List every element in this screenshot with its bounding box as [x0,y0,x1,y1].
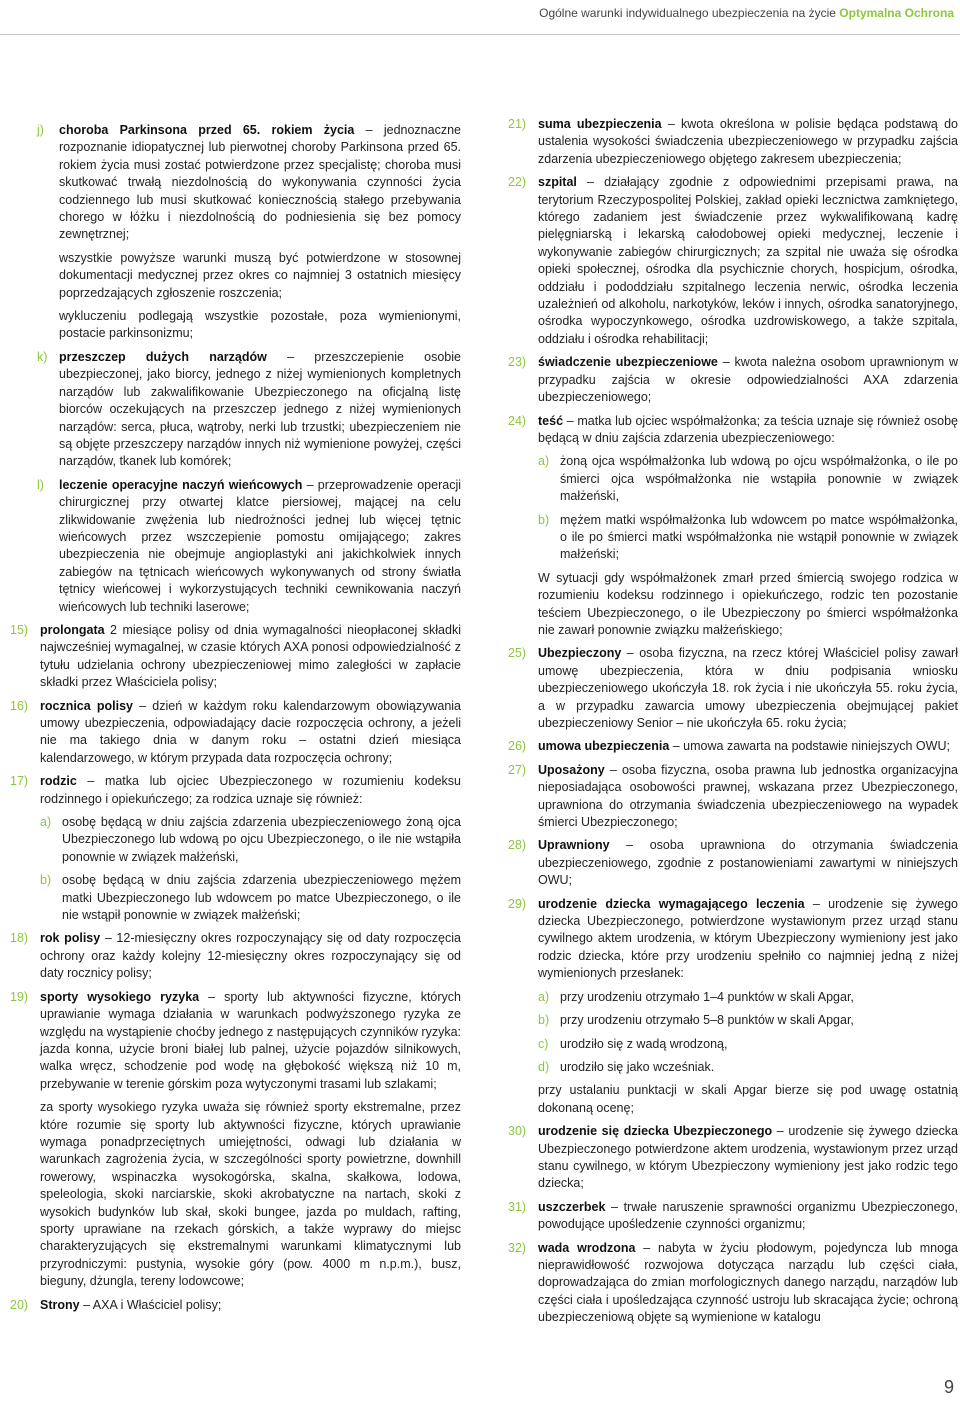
sub-item-b [40,872,461,924]
paragraph: wszystkie powyższe warunki muszą być potwierdzone w stosownej dokumentacji medycznej przez okres co najmniej 3 ostatnich miesięcy poprzedzających zgłoszenie roszczenia; [59,250,461,300]
term: rocznica polisy [40,698,133,713]
item-number: 29) [508,896,527,911]
definition-23 [508,354,958,406]
term: świadczenie ubezpieczeniowe [538,355,718,370]
term: rok polisy [40,931,101,946]
term: Strony [40,1297,80,1312]
term: Uprawniony [538,838,610,853]
item-number: 30) [508,1124,527,1139]
item-number: 32) [508,1240,527,1255]
definition-text: – jednoznaczne rozpoznanie idiopatycznej lub pierwotnej choroby Parkinsona przed 65. rokiem życia musi zostać potwierdzone przez specjalistę; choroba musi skutkować trwałą niezdolnością do wykonywania czynności życia codziennego lub musi skutkować koniecznością stałego przebywania chorego w łóżku i niezdolnością do podniesienia się bez pomocy zewnętrznej; [59,123,461,242]
definition-20 [10,1297,461,1314]
item-number: 20) [10,1297,29,1312]
sub-item-a [538,989,958,1006]
sub-item-c [538,1036,958,1053]
definition-text: – sporty lub aktywności fizyczne, których uprawianie wymaga działania w warunkach podwyższonego ryzyka ze względu na wystąpienie choćby jednego z następujących czynników ryzyka: jazda konna, użycie broni białej lub palnej, użycie pojazdów silnikowych, walka wręcz, schodzenie pod wodę na głębokość większą niż 10 m, przebywanie w terenie górskim poza wytyczonymi trasami lub szlakami; [40,989,461,1091]
definition-text: – umowa zawarta na podstawie niniejszych OWU; [669,739,950,754]
sub-item-a [538,453,958,505]
definition-text: – przeszczepienie osobie ubezpieczonej, jako biorcy, jednego z niżej wymienionych kompletnych narządów lub zakwalifikowanie Ubezpieczonego na oficjalną listę biorców oczekujących na przeszczep jednego z niżej wymienionych narządów: serca, płuca, wątroby, nerki lub trzustki; ubezpieczeniem nie są objęte przeszczepy narządów innych niż wymienione powyżej, części narządów, tkanek lub komórek; [59,349,461,469]
definition-text: – AXA i Właściciel polisy; [79,1297,222,1312]
paragraph: za sporty wysokiego ryzyka uważa się również sporty ekstremalne, przez które rozumie się sporty lub aktywności fizyczne, których uprawianie wymaga ponadprzeciętnych umiejętności, odwagi lub działania w warunkach zagrożenia życia, w szczególności sporty powietrzne, downhill rowerowy, wspinaczka wysokogórska, skalna, skałkowa, lodowa, speleologia, skoki narciarskie, skoki akrobatyczne na nartach, skoki z wysokich budynków lub skał, skoki bungee, jazda po muldach, rafting, sporty uprawiane na rzekach górskich, a także wyprawy do miejsc charakteryzujących się ekstremalnymi warunkami klimatycznymi lub przyrodniczymi: pustynia, wysokie góry (pow. 4000 m n.p.m.), busz, bieguny, dżungla, tereny lodowcowe; [40,1100,461,1289]
item-number: 28) [508,838,527,853]
term: prolongata [40,622,105,637]
item-number: 17) [10,774,29,789]
definition-32 [508,1240,958,1327]
definition-text: – przeprowadzenie operacji chirurgicznej przy otwartej klatce piersiowej, mającej na celu zlikwidowanie zwężenia lub niedrożności jednej lub więcej tętnic wieńcowych przez wszczepienie pomostu omijającego; zakres ubezpieczenia nie obejmuje angioplastyki ani jakichkolwiek innych zabiegów na tętnicach wieńcowych wykonywanych od strony światła tętnicy wieńcowej i wykorzystujących techniki cewnikowania naczyń wieńcowych lub techniki laserowe; [59,477,462,614]
definition-text: – urodzenie się żywego dziecka Ubezpieczonego potwierdzone aktem urodzenia, wystawionym przez urząd stanu cywilnego, w którym Ubezpieczony wymieniony jest jako rodzic tego dziecka; [538,1124,958,1191]
definition-text: – osoba uprawniona do otrzymania świadczenia ubezpieczeniowego, zgodnie z postanowieniami zawartymi w niniejszych OWU; [538,838,958,888]
sub-letter: a) [40,815,52,830]
item-number: 18) [10,931,29,946]
term: rodzic [40,774,77,789]
sub-text: przy urodzeniu otrzymało 5–8 punktów w skali Apgar, [560,1013,854,1028]
definition-text: – kwota należna osobom uprawnionym w przypadku zajścia w okresie odpowiedzialności AXA zdarzenia ubezpieczeniowego; [538,355,958,405]
sub-item-b [538,512,958,564]
sub-text: urodziło się jako wcześniak. [560,1059,715,1074]
definition-27 [508,762,958,832]
term: sporty wysokiego ryzyka [40,989,200,1004]
item-number: 26) [508,739,527,754]
definition-18 [10,930,461,982]
item-number: 23) [508,355,527,370]
definition-sub-l [37,477,461,616]
header-title [539,6,954,20]
definition-text: – matka lub ojciec Ubezpieczonego w rozumieniu kodeksu rodzinnego i opiekuńczego; za rodzica uznaje się również: [40,774,461,806]
item-number: 16) [10,698,29,713]
term: urodzenie się dziecka Ubezpieczonego [538,1124,773,1139]
item-number: 24) [508,413,527,428]
page-number: 9 [943,1377,954,1397]
term: Ubezpieczony [538,646,622,661]
term: suma ubezpieczenia [538,117,662,131]
definition-15 [10,622,461,692]
definition-24 [508,413,958,640]
definition-text: – matka lub ojciec współmałżonka; za teścia uznaje się również osobę będącą w dniu zajścia zdarzenia ubezpieczeniowego: [538,413,958,445]
item-number: 19) [10,989,29,1004]
sub-text: osobę będącą w dniu zajścia zdarzenia ubezpieczeniowego żoną ojca Ubezpieczonego lub wdową po ojcu Ubezpieczonego, o ile nie wstąpiła ponownie w związek małżeński, [62,815,461,864]
paragraph: W sytuacji gdy współmałżonek zmarł przed śmiercią swojego rodzica w rozumieniu kodeksu rodzinnego i opiekuńczego, rodzic ten pozostanie teściem Ubezpieczonego, o ile Ubezpieczony po śmierci współmałżonka nie zawarł ponownie związku małżeńskiego; [538,570,958,637]
sub-letter: d) [538,1059,550,1074]
sub-text: przy urodzeniu otrzymało 1–4 punktów w skali Apgar, [560,989,854,1004]
item-number: 21) [508,117,527,131]
definition-text: – kwota określona w polisie będąca podstawą do ustalenia wysokości świadczenia ubezpieczeniowego w przypadku zajścia zdarzenia ubezpieczeniowego objętego zakresem ubezpieczenia; [538,117,959,166]
definition-text: – osoba fizyczna, osoba prawna lub jednostka organizacyjna nieposiadająca osobowości prawnej, wskazana przez Ubezpieczonego, uprawniona do otrzymania świadczenia ubezpieczeniowego na wypadek śmierci Ubezpieczonego; [538,762,958,830]
definition-17 [10,773,461,924]
term: przeszczep dużych narządów [59,349,267,364]
definition-30 [508,1123,958,1193]
definition-text: – urodzenie się żywego dziecka Ubezpieczonego, potwierdzone wystawionym przez urząd stanu cywilnego aktem urodzenia, w którym Ubezpieczony wymieniony jest jako rodzic dziecka, które przy urodzeniu spełniło co najmniej jedną z niżej wymienionych przesłanek: [538,896,959,981]
sub-letter: k) [37,349,48,364]
definition-text: 2 miesiące polisy od dnia wymagalności nieopłaconej składki najwcześniej wymagalnej, w czasie których AXA ponosi odpowiedzialność z tytułu udzielania ochrony ubezpieczeniowej mimo zaległości w zapłacie składki przez Właściciela polisy; [40,622,461,690]
sub-text: żoną ojca współmałżonka lub wdową po ojcu współmałżonka, o ile po śmierci ojca współmałżonka nie wstąpiła ponownie w związek małżeński, [560,454,958,504]
header-prefix: Ogólne warunki indywidualnego ubezpieczenia na życie [539,6,840,20]
left-column [10,116,461,1320]
paragraph: wykluczeniu podlegają wszystkie pozostałe, poza wymienionymi, postacie parkinsonizmu; [59,309,461,341]
sub-letter: b) [538,512,550,527]
sub-item-a [40,814,461,866]
header-divider [0,34,960,35]
sub-letter: c) [538,1036,549,1051]
item-number: 22) [508,175,527,190]
term: wada wrodzona [538,1240,636,1255]
sub-item-b [538,1012,958,1029]
definition-25 [508,645,958,732]
definition-text: – osoba fizyczna, na rzecz której Właściciel polisy zawarł umowę ubezpieczenia, która w dniu podpisania wniosku ubezpieczeniowego ukończyła 18. rok życia i nie ukończyła 55. roku życia, a w przypadku zawarcia umowy ubezpieczenia obejmującej pakiet ubezpieczeniowy Senior – nie ukończyła 65. roku życia; [538,646,958,730]
item-number: 25) [508,646,527,661]
definition-26 [508,738,958,755]
sub-letter: a) [538,989,550,1004]
definition-text: – działający zgodnie z odpowiednimi przepisami prawa, na terytorium Rzeczypospolitej Polskiej, zakład opieki lecznictwa zamkniętego, którego zadaniem jest świadczenie przez wykwalifikowaną kadrę pielęgniarską i lekarską całodobowej opieki medycznej, leczenie i wykonywanie zabiegów chirurgicznych; za szpital nie uważa się ośrodka opieki społecznej, ośrodka dla psychicznie chorych, hospicjum, ośrodka, oddziału i pododdziału szpitalnego leczenia nerwic, ośrodka leczenia uzależnień od alkoholu, narkotyków, leków i innych, ośrodka sanatoryjnego, ośrodka wypoczynkowego, ośrodka uzdrowiskowego, a także szpitala, oddziału i ośrodka rehabilitacji; [538,175,958,346]
definition-text: – 12-miesięczny okres rozpoczynający się od daty rozpoczęcia ochrony oraz każdy kolejny 12-miesięczny okres rozpoczynający się od daty rocznicy polisy; [40,931,461,981]
sub-letter: b) [538,1013,550,1028]
definition-22 [508,174,958,348]
sub-text: osobę będącą w dniu zajścia zdarzenia ubezpieczeniowego mężem matki Ubezpieczonego lub wdowcem po matce Ubezpieczonego, o ile nie wstąpił ponownie w związek małżeński; [62,873,461,923]
definition-16 [10,698,461,768]
definition-sub-j [37,122,461,343]
page-header [0,0,960,38]
definition-sub-k [37,349,461,471]
sub-letter: j) [37,123,44,137]
definition-29 [508,896,958,1117]
term: urodzenie dziecka wymagającego leczenia [538,896,805,911]
term: szpital [538,175,577,190]
item-number: 15) [10,622,29,637]
definition-text: – trwałe naruszenie sprawności organizmu Ubezpieczonego, powodujące upośledzenie czynności organizmu; [538,1199,958,1232]
sub-item-d [538,1059,958,1076]
definition-31 [508,1199,958,1234]
term: leczenie operacyjne naczyń wieńcowych [59,477,303,492]
definition-19 [10,989,461,1291]
sub-text: urodziło się z wadą wrodzoną, [560,1036,728,1051]
sub-text: mężem matki współmałżonka lub wdowcem po matce współmałżonka, o ile po śmierci matki współmałżonka nie wstąpił ponownie w związek małżeński; [560,512,958,562]
term: choroba Parkinsona przed 65. rokiem życia [59,123,355,137]
definition-text: – nabyta w życiu płodowym, pojedyncza lub mnoga nieprawidłowość rozwojowa dotycząca narządu lub części ciała, doprowadzająca do zmian morfologicznych danego narządu, narządów lub części ciała i upośledzająca czynność ustroju lub skracająca życie; ochroną ubezpieczeniową objęte są wymienione w katalogu [538,1240,958,1325]
term: umowa ubezpieczenia [538,739,670,754]
definition-text: – dzień w każdym roku kalendarzowym obowiązywania umowy ubezpieczenia, odpowiadający dacie rozpoczęcia ochrony, a jeżeli nie ma takiego dnia w danym roku – ostatni dzień miesiąca kalendarzowego, w którym przypada data rozpoczęcia ochrony; [40,698,461,765]
definition-21 [508,116,958,168]
definition-28 [508,837,958,889]
term: Uposażony [538,762,605,777]
paragraph: przy ustalaniu punktacji w skali Apgar bierze się pod uwagę ostatnią dokonaną ocenę; [538,1083,958,1115]
item-number: 27) [508,762,527,777]
item-number: 31) [508,1199,527,1214]
term: teść [538,413,564,428]
sub-letter: l) [37,477,44,492]
right-column [508,116,958,1333]
term: uszczerbek [538,1199,606,1214]
sub-letter: b) [40,873,52,888]
sub-letter: a) [538,454,550,469]
header-product-name: Optymalna Ochrona [839,6,954,20]
